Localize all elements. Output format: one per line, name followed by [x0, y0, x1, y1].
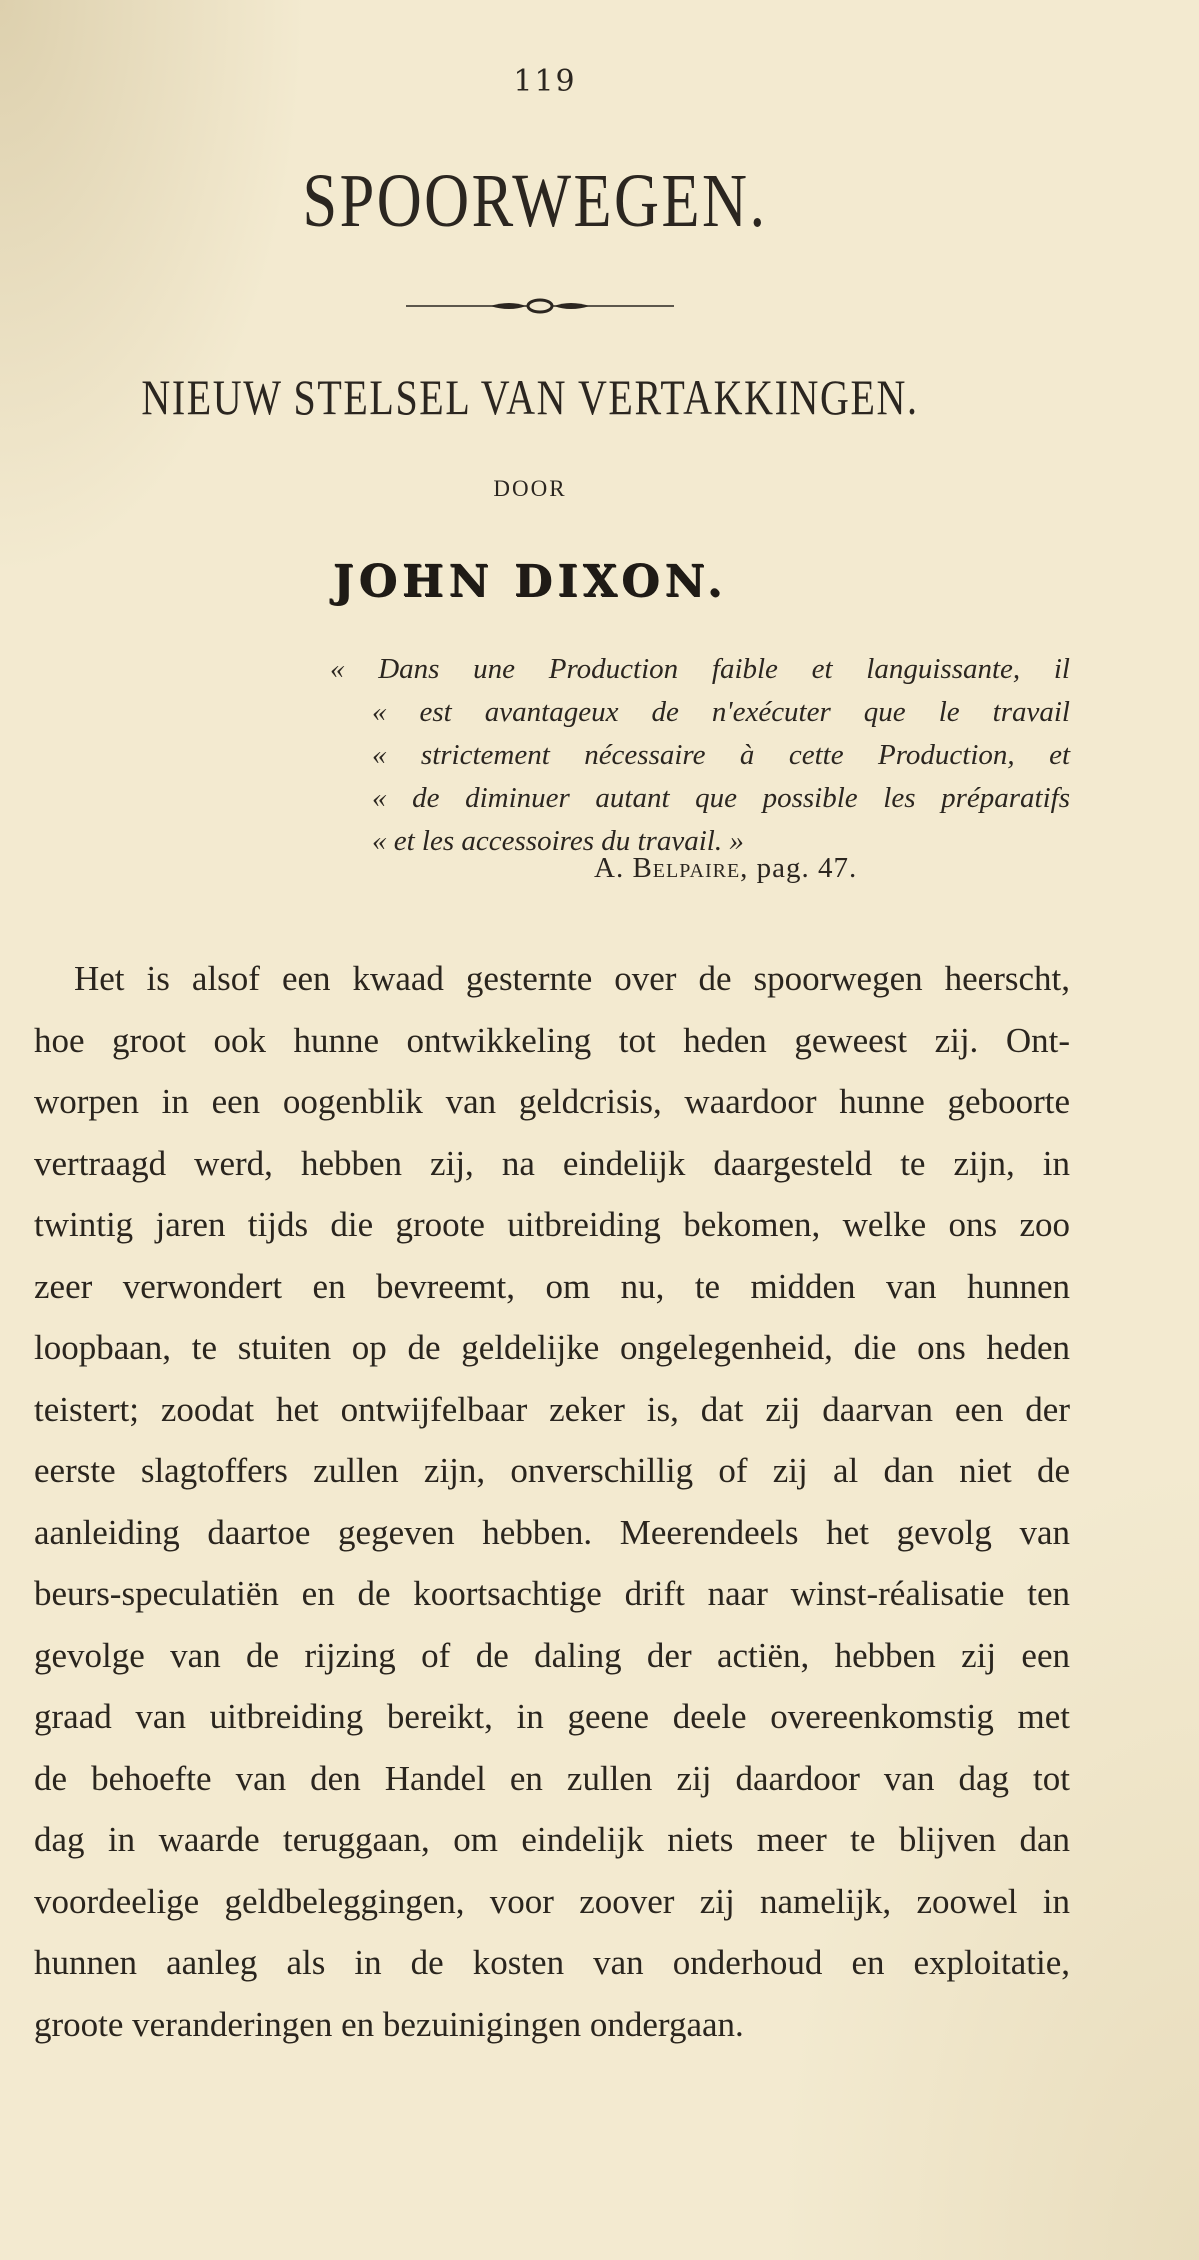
epigraph-line: « de diminuer autant que possible les préparatifs [372, 782, 1070, 814]
body-line: graad van uitbreiding bereikt, in geene deele overeenkomstig met [34, 1697, 1070, 1736]
body-line: hunnen aanleg als in de kosten van onderhoud en exploitatie, [34, 1943, 1070, 1982]
body-line: beurs-speculatiën en de koortsachtige drift naar winst-réalisatie ten [34, 1574, 1070, 1613]
body-line: aanleiding daartoe gegeven hebben. Meerendeels het gevolg van [34, 1512, 1070, 1552]
page-title: SPOORWEGEN. [302, 159, 768, 243]
body-line: twintig jaren tijds die groote uitbreiding bekomen, welke ons zoo [34, 1205, 1070, 1244]
body-line: groote veranderingen en bezuinigingen ondergaan. [34, 2004, 744, 2044]
author-name: JOHN DIXON. [332, 556, 728, 607]
epigraph-line: « et les accessoires du travail. » [372, 825, 744, 857]
ornamental-divider [406, 296, 674, 316]
article-subtitle: NIEUW STELSEL VAN VERTAKKINGEN. [141, 369, 919, 425]
body-line: Het is alsof een kwaad gesternte over de spoorwegen heerscht, [74, 959, 1070, 998]
citation-reference: , pag. 47. [740, 852, 858, 884]
body-line: gevolge van de rijzing of de daling der actiën, hebben zij een [34, 1635, 1070, 1675]
body-line: eerste slagtoffers zullen zijn, onverschillig of zij al dan niet de [34, 1451, 1070, 1490]
citation-author: A. Belpaire [594, 852, 741, 884]
body-line: teistert; zoodat het ontwijfelbaar zeker is, dat zij daarvan een der [34, 1389, 1070, 1429]
body-line: dag in waarde teruggaan, om eindelijk niets meer te blijven dan [34, 1820, 1070, 1859]
body-line: vertraagd werd, hebben zij, na eindelijk daargesteld te zijn, in [34, 1143, 1070, 1183]
epigraph [330, 648, 1070, 863]
body-line: de behoefte van den Handel en zullen zij daardoor van dag tot [34, 1758, 1070, 1798]
body-paragraph [34, 948, 1070, 2055]
body-line: loopbaan, te stuiten op de geldelijke ongelegenheid, die ons heden [34, 1328, 1070, 1367]
epigraph-citation [594, 852, 857, 885]
body-line: worpen in een oogenblik van geldcrisis, waardoor hunne geboorte [34, 1082, 1070, 1121]
epigraph-line: « strictement nécessaire à cette Production, et [372, 739, 1070, 771]
body-line: hoe groot ook hunne ontwikkeling tot heden geweest zij. Ont- [34, 1020, 1070, 1060]
body-line: zeer verwondert en bevreemt, om nu, te midden van hunnen [34, 1266, 1070, 1306]
body-line: voordeelige geldbeleggingen, voor zoover zij namelijk, zoowel in [34, 1881, 1070, 1921]
page-number: 119 [513, 64, 577, 99]
by-line: DOOR [493, 476, 567, 501]
epigraph-line: « Dans une Production faible et languissante, il [330, 653, 1070, 685]
epigraph-line: « est avantageux de n'exécuter que le travail [372, 696, 1070, 728]
